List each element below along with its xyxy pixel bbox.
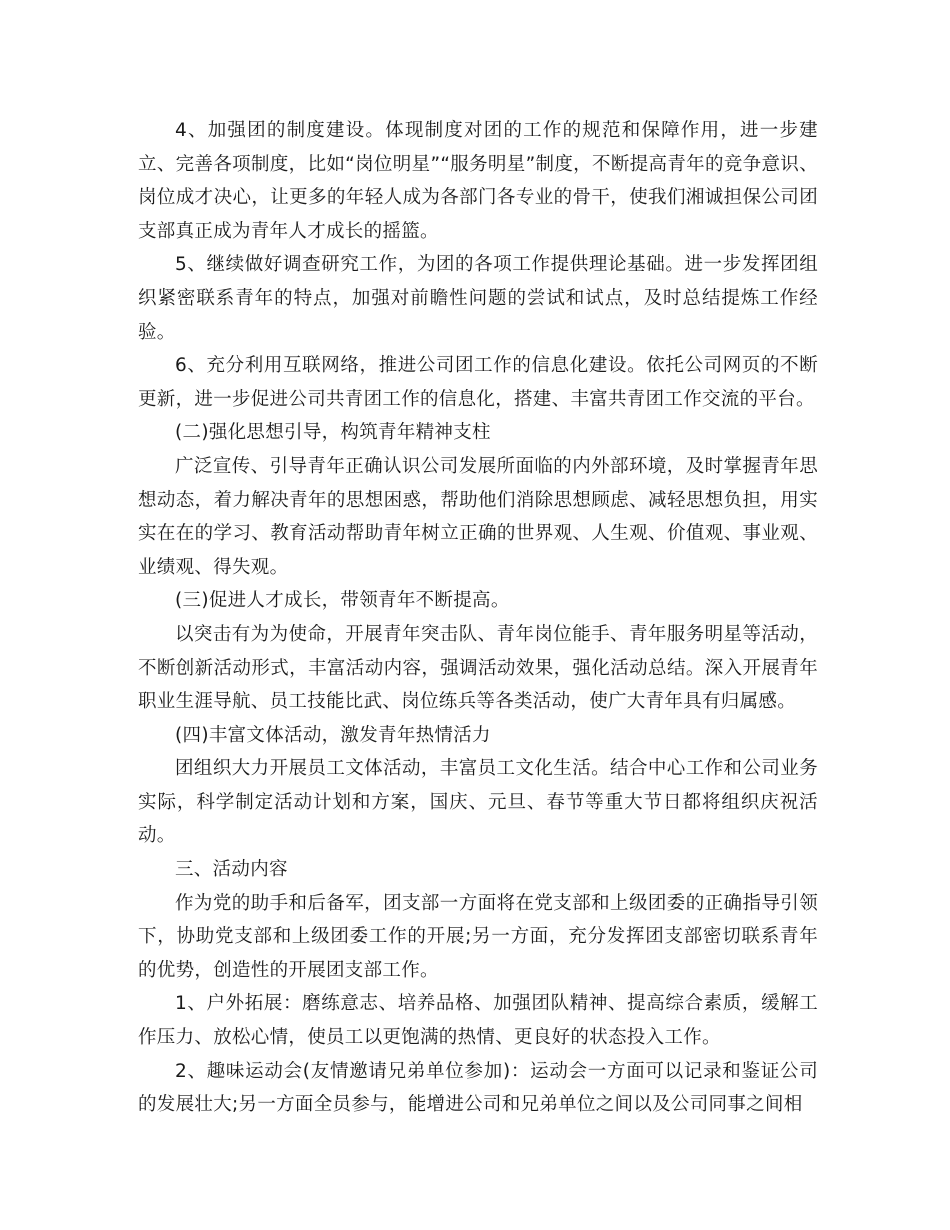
- section-heading-2: (二)强化思想引导，构筑青年精神支柱: [175, 422, 491, 444]
- document-body: [138, 114, 818, 1122]
- paragraph-sports-meet: 2、趣味运动会(友情邀请兄弟单位参加)：运动会一方面可以记录和鉴证公司的发展壮大;另一方面全员参与，能增进公司和兄弟单位之间以及公司同事之间相: [138, 1060, 818, 1116]
- paragraph-thought-guidance: 广泛宣传、引导青年正确认识公司发展所面临的内外部环境，及时掌握青年思想动态，着力解决青年的思想困惑，帮助他们消除思想顾虑、减轻思想负担，用实实在在的学习、教育活动帮助青年树立正确的世界观、人生观、价值观、事业观、业绩观、得失观。: [138, 455, 818, 578]
- paragraph-activities-intro: 作为党的助手和后备军，团支部一方面将在党支部和上级团委的正确指导引领下，协助党支部和上级团委工作的开展;另一方面，充分发挥团支部密切联系青年的优势，创造性的开展团支部工作。: [138, 892, 818, 981]
- section-heading-activities: 三、活动内容: [175, 859, 288, 881]
- paragraph-item-4: 4、加强团的制度建设。体现制度对团的工作的规范和保障作用，进一步建立、完善各项制度，比如“岗位明星”“服务明星”制度，不断提高青年的竞争意识、岗位成才决心，让更多的年轻人成为各部门各专业的骨干，使我们湘诚担保公司团支部真正成为青年人才成长的摇篮。: [138, 120, 818, 242]
- paragraph-item-5: 5、继续做好调查研究工作，为团的各项工作提供理论基础。进一步发挥团组织紧密联系青年的特点，加强对前瞻性问题的尝试和试点，及时总结提炼工作经验。: [138, 254, 818, 343]
- paragraph-talent-growth: 以突击有为为使命，开展青年突击队、青年岗位能手、青年服务明星等活动，不断创新活动形式，丰富活动内容，强调活动效果，强化活动总结。深入开展青年职业生涯导航、员工技能比武、岗位练兵等各类活动，使广大青年具有归属感。: [138, 623, 818, 713]
- paragraph-item-6: 6、充分利用互联网络，推进公司团工作的信息化建设。依托公司网页的不断更新，进一步促进公司共青团工作的信息化，搭建、丰富共青团工作交流的平台。: [138, 355, 818, 410]
- paragraph-outdoor: 1、户外拓展：磨练意志、培养品格、加强团队精神、提高综合素质，缓解工作压力、放松心情，使员工以更饱满的热情、更良好的状态投入工作。: [138, 993, 818, 1049]
- paragraph-culture-sports: 团组织大力开展员工文体活动，丰富员工文化生活。结合中心工作和公司业务实际，科学制定活动计划和方案，国庆、元旦、春节等重大节日都将组织庆祝活动。: [138, 758, 818, 847]
- section-heading-3: (三)促进人才成长，带领青年不断提高。: [175, 590, 510, 612]
- section-heading-4: (四)丰富文体活动，激发青年热情活力: [175, 724, 491, 746]
